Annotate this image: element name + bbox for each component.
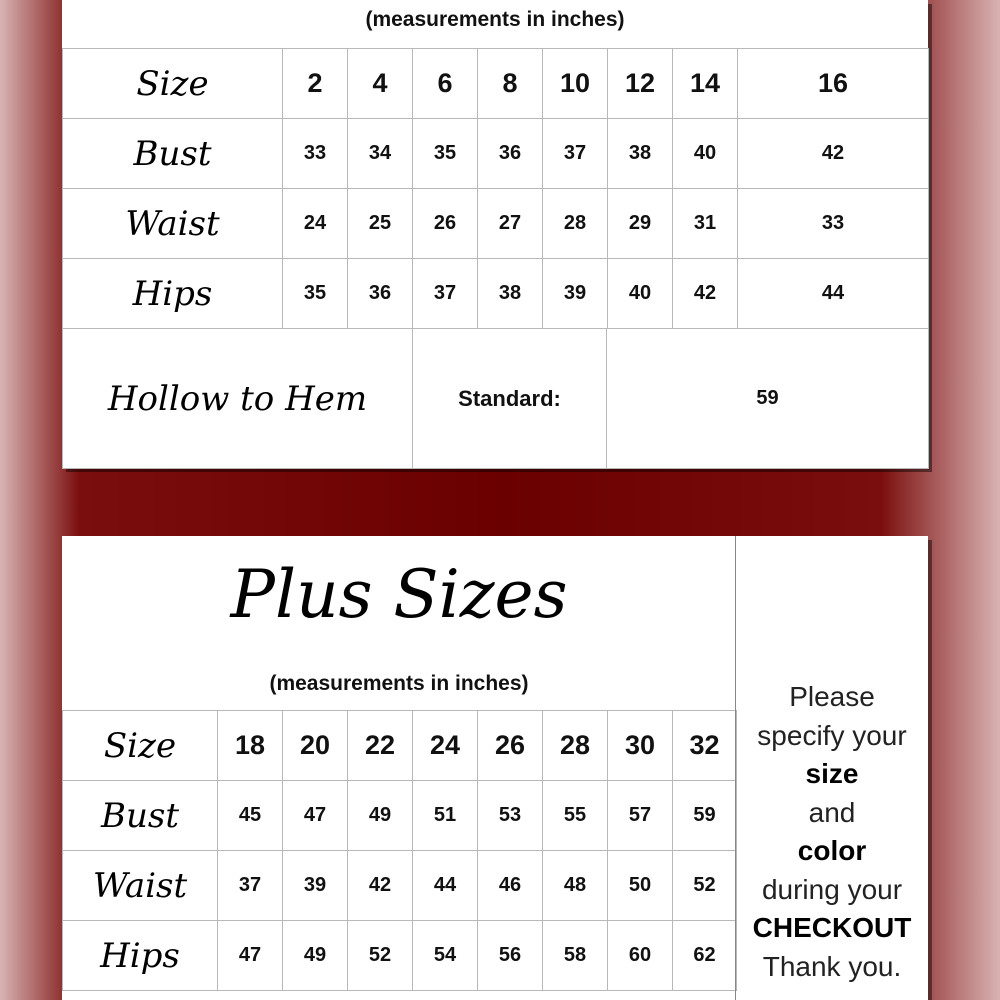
value-cell: 38 xyxy=(608,119,673,189)
value-cell: 24 xyxy=(283,189,348,259)
value-cell: 44 xyxy=(413,851,478,921)
value-cell: 39 xyxy=(283,851,348,921)
table-row xyxy=(63,259,929,329)
value-cell: 42 xyxy=(673,259,738,329)
value-cell: 35 xyxy=(283,259,348,329)
value-cell: 44 xyxy=(738,259,929,329)
row-label: Hips xyxy=(63,259,283,329)
checkout-note xyxy=(738,678,926,986)
size-label: Size xyxy=(63,49,283,119)
value-cell: 47 xyxy=(218,921,283,991)
hem-table xyxy=(62,328,929,469)
size-cell: 20 xyxy=(283,711,348,781)
size-cell: 14 xyxy=(673,49,738,119)
value-cell: 25 xyxy=(348,189,413,259)
table-row xyxy=(63,329,929,469)
value-cell: 54 xyxy=(413,921,478,991)
table-row xyxy=(63,189,929,259)
value-cell: 29 xyxy=(608,189,673,259)
table-row xyxy=(63,851,737,921)
note-size: size xyxy=(805,758,859,789)
note-line: during your xyxy=(761,873,903,905)
size-cell: 4 xyxy=(348,49,413,119)
note-line: Please xyxy=(789,681,875,712)
value-cell: 40 xyxy=(608,259,673,329)
note-line xyxy=(738,832,926,871)
note-color: color xyxy=(797,835,867,866)
size-cell: 8 xyxy=(478,49,543,119)
value-cell: 48 xyxy=(543,851,608,921)
value-cell: 62 xyxy=(673,921,737,991)
value-cell: 45 xyxy=(218,781,283,851)
value-cell: 37 xyxy=(218,851,283,921)
plus-size-table xyxy=(62,710,737,991)
value-cell: 52 xyxy=(348,921,413,991)
note-line xyxy=(738,755,926,794)
regular-size-table xyxy=(62,48,929,329)
value-cell: 38 xyxy=(478,259,543,329)
size-cell: 16 xyxy=(738,49,929,119)
value-cell: 56 xyxy=(478,921,543,991)
hem-value: 59 xyxy=(607,329,929,469)
value-cell: 60 xyxy=(608,921,673,991)
size-cell: 28 xyxy=(543,711,608,781)
plus-title: Plus Sizes xyxy=(230,556,568,633)
regular-subtitle: (measurements in inches) xyxy=(365,8,625,31)
regular-size-chart xyxy=(62,0,928,468)
row-label: Hips xyxy=(63,921,218,991)
value-cell: 33 xyxy=(283,119,348,189)
note-line: specify your xyxy=(757,719,907,751)
value-cell: 51 xyxy=(413,781,478,851)
plus-size-chart xyxy=(62,536,928,1000)
value-cell: 27 xyxy=(478,189,543,259)
value-cell: 59 xyxy=(673,781,737,851)
value-cell: 58 xyxy=(543,921,608,991)
value-cell: 34 xyxy=(348,119,413,189)
size-cell: 22 xyxy=(348,711,413,781)
table-row xyxy=(63,921,737,991)
value-cell: 50 xyxy=(608,851,673,921)
row-label: Bust xyxy=(63,119,283,189)
value-cell: 42 xyxy=(348,851,413,921)
value-cell: 53 xyxy=(478,781,543,851)
value-cell: 52 xyxy=(673,851,737,921)
value-cell: 49 xyxy=(348,781,413,851)
note-checkout: CHECKOUT xyxy=(752,912,912,943)
table-row xyxy=(63,781,737,851)
value-cell: 28 xyxy=(543,189,608,259)
table-row xyxy=(63,119,929,189)
value-cell: 26 xyxy=(413,189,478,259)
value-cell: 39 xyxy=(543,259,608,329)
value-cell: 46 xyxy=(478,851,543,921)
size-cell: 2 xyxy=(283,49,348,119)
value-cell: 47 xyxy=(283,781,348,851)
note-line: Thank you. xyxy=(762,950,902,982)
plus-subtitle: (measurements in inches) xyxy=(269,672,529,695)
row-label: Bust xyxy=(63,781,218,851)
value-cell: 37 xyxy=(543,119,608,189)
row-label: Waist xyxy=(63,851,218,921)
size-cell: 32 xyxy=(673,711,737,781)
size-cell: 10 xyxy=(543,49,608,119)
size-cell: 6 xyxy=(413,49,478,119)
value-cell: 31 xyxy=(673,189,738,259)
size-cell: 12 xyxy=(608,49,673,119)
value-cell: 49 xyxy=(283,921,348,991)
value-cell: 36 xyxy=(478,119,543,189)
hem-label: Hollow to Hem xyxy=(63,329,413,469)
note-line xyxy=(738,909,926,948)
size-cell: 18 xyxy=(218,711,283,781)
hem-type: Standard: xyxy=(413,329,607,469)
size-cell: 30 xyxy=(608,711,673,781)
value-cell: 55 xyxy=(543,781,608,851)
row-label: Waist xyxy=(63,189,283,259)
table-row xyxy=(63,711,737,781)
value-cell: 35 xyxy=(413,119,478,189)
size-label: Size xyxy=(63,711,218,781)
table-row xyxy=(63,49,929,119)
value-cell: 37 xyxy=(413,259,478,329)
size-cell: 24 xyxy=(413,711,478,781)
value-cell: 42 xyxy=(738,119,929,189)
value-cell: 36 xyxy=(348,259,413,329)
value-cell: 33 xyxy=(738,189,929,259)
size-cell: 26 xyxy=(478,711,543,781)
panel-divider xyxy=(735,536,736,1000)
note-line: and xyxy=(808,796,856,828)
value-cell: 40 xyxy=(673,119,738,189)
value-cell: 57 xyxy=(608,781,673,851)
